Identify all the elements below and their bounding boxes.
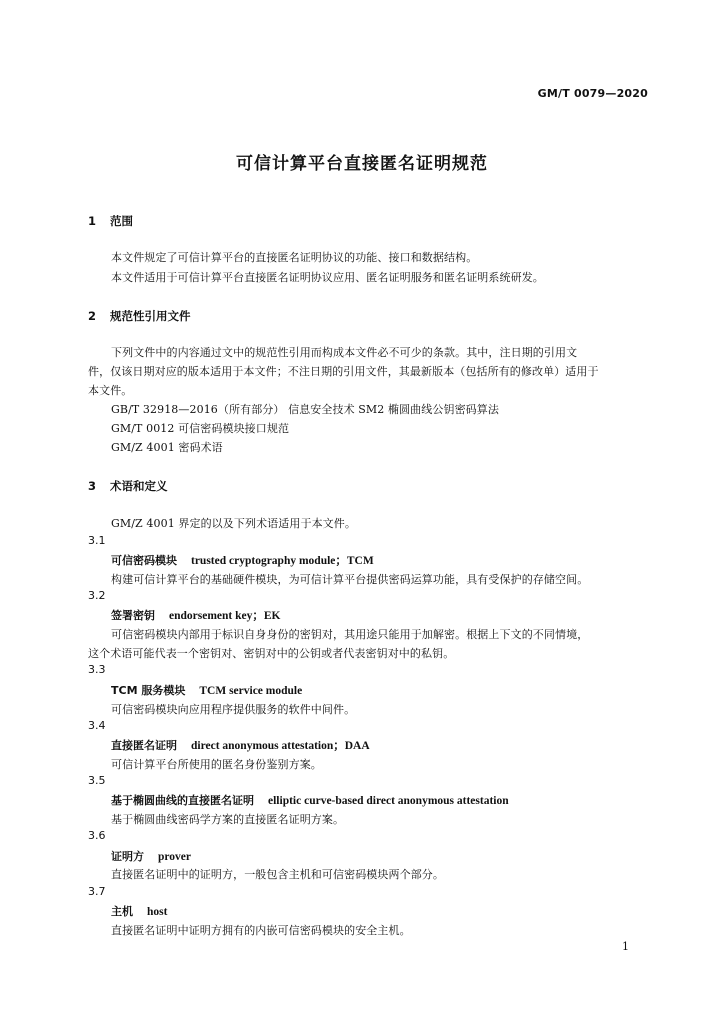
term-number: 3.7 — [88, 885, 106, 898]
term-number: 3.1 — [88, 534, 106, 547]
term-definition: 构建可信计算平台的基础硬件模块，为可信计算平台提供密码运算功能，具有受保护的存储空间。 — [111, 573, 589, 586]
section-number: 3 — [88, 479, 97, 493]
section-title: 术语和定义 — [110, 479, 168, 493]
term-number: 3.3 — [88, 663, 106, 676]
term-chinese: 可信密码模块 — [111, 554, 177, 567]
reference-item: GB/T 32918—2016（所有部分） 信息安全技术 SM2 椭圆曲线公钥密码算法 — [111, 403, 499, 416]
standard-code: GM/T 0079—2020 — [537, 87, 648, 100]
term-definition: 直接匿名证明中证明方拥有的内嵌可信密码模块的安全主机。 — [111, 924, 411, 937]
page-number: 1 — [622, 940, 629, 953]
term-chinese: 签署密钥 — [111, 609, 155, 622]
term-chinese: TCM 服务模块 — [111, 684, 186, 697]
term-chinese: 直接匿名证明 — [111, 739, 177, 752]
term-heading — [111, 848, 191, 864]
references-intro-line-3: 本文件。 — [88, 384, 133, 397]
term-english: prover — [158, 851, 192, 863]
term-definition: 可信密码模块内部用于标识自身身份的密钥对，其用途只能用于加解密。根据上下文的不同情境， — [111, 628, 589, 641]
term-chinese: 主机 — [111, 905, 133, 918]
term-heading — [111, 682, 302, 698]
reference-item: GM/Z 4001 密码术语 — [111, 441, 223, 454]
section-number: 1 — [88, 214, 97, 228]
term-english: host — [147, 906, 168, 918]
references-intro-line-1: 下列文件中的内容通过文中的规范性引用而构成本文件必不可少的条款。其中，注日期的引用文 — [111, 346, 578, 359]
term-definition: 基于椭圆曲线密码学方案的直接匿名证明方案。 — [111, 813, 345, 826]
term-number: 3.4 — [88, 719, 106, 732]
term-heading — [111, 792, 509, 808]
term-english: elliptic curve-based direct anonymous attestation — [268, 795, 509, 807]
term-chinese: 证明方 — [111, 850, 144, 863]
term-heading — [111, 737, 370, 753]
term-number: 3.2 — [88, 589, 106, 602]
section-title: 范围 — [110, 214, 133, 228]
term-definition: 可信计算平台所使用的匿名身份鉴别方案。 — [111, 758, 322, 771]
scope-paragraph-1: 本文件规定了可信计算平台的直接匿名证明协议的功能、接口和数据结构。 — [111, 251, 478, 264]
section-number: 2 — [88, 309, 97, 323]
term-definition: 直接匿名证明中的证明方，一般包含主机和可信密码模块两个部分。 — [111, 868, 444, 881]
references-intro-line-2: 件，仅该日期对应的版本适用于本文件；不注日期的引用文件，其最新版本（包括所有的修改单）适用于 — [88, 365, 599, 378]
section-heading-scope — [88, 213, 133, 229]
term-english: endorsement key；EK — [169, 610, 281, 622]
section-heading-terms-and-definitions — [88, 478, 168, 494]
terms-intro: GM/Z 4001 界定的以及下列术语适用于本文件。 — [111, 517, 356, 530]
term-number: 3.5 — [88, 774, 106, 787]
term-definition-continued: 这个术语可能代表一个密钥对、密钥对中的公钥或者代表密钥对中的私钥。 — [88, 647, 455, 660]
term-number: 3.6 — [88, 829, 106, 842]
term-heading — [111, 552, 374, 568]
term-definition: 可信密码模块向应用程序提供服务的软件中间件。 — [111, 703, 356, 716]
term-heading — [111, 607, 280, 623]
term-english: direct anonymous attestation；DAA — [191, 740, 370, 752]
section-title: 规范性引用文件 — [110, 309, 191, 323]
section-heading-normative-references — [88, 308, 191, 324]
term-english: trusted cryptography module；TCM — [191, 555, 374, 567]
term-english: TCM service module — [199, 685, 303, 697]
scope-paragraph-2: 本文件适用于可信计算平台直接匿名证明协议应用、匿名证明服务和匿名证明系统研发。 — [111, 271, 544, 284]
term-chinese: 基于椭圆曲线的直接匿名证明 — [111, 794, 254, 807]
term-heading — [111, 903, 167, 919]
document-title: 可信计算平台直接匿名证明规范 — [236, 154, 488, 174]
reference-item: GM/T 0012 可信密码模块接口规范 — [111, 422, 290, 435]
